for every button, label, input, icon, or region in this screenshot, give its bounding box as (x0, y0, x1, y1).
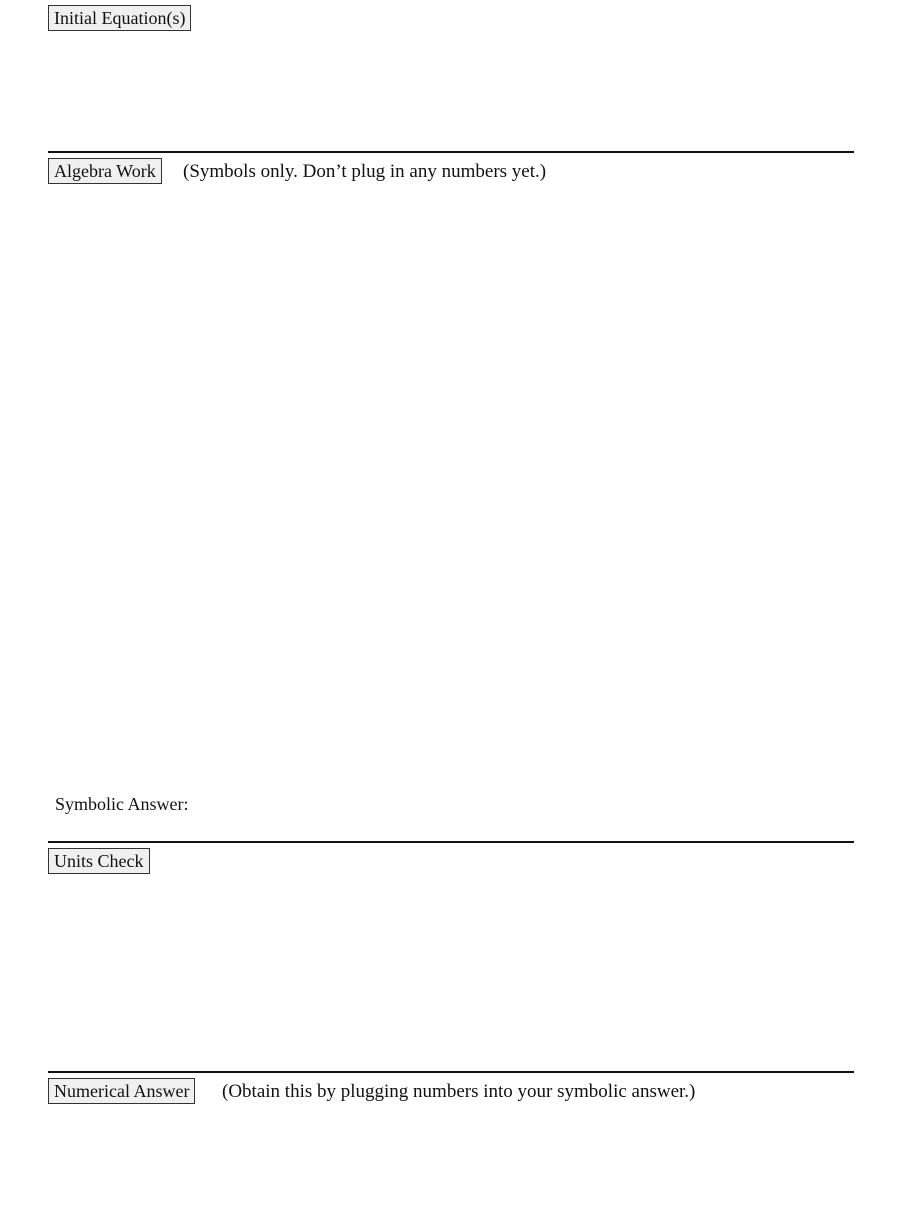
symbolic-answer-label: Symbolic Answer: (55, 794, 189, 814)
section-divider (48, 151, 854, 153)
numerical-answer-note: (Obtain this by plugging numbers into your symbolic answer.) (222, 1081, 696, 1102)
units-check-heading: Units Check (48, 848, 150, 874)
initial-equations-workspace[interactable] (48, 34, 854, 146)
units-check-workspace[interactable] (48, 878, 854, 1068)
numerical-answer-heading: Numerical Answer (48, 1078, 195, 1104)
algebra-work-workspace[interactable] (48, 190, 854, 785)
numerical-answer-workspace[interactable] (48, 1108, 854, 1208)
algebra-work-note: (Symbols only. Don’t plug in any numbers yet.) (183, 161, 547, 182)
section-divider (48, 841, 854, 843)
initial-equations-heading: Initial Equation(s) (48, 5, 191, 31)
algebra-work-heading: Algebra Work (48, 158, 162, 184)
section-divider (48, 1071, 854, 1073)
